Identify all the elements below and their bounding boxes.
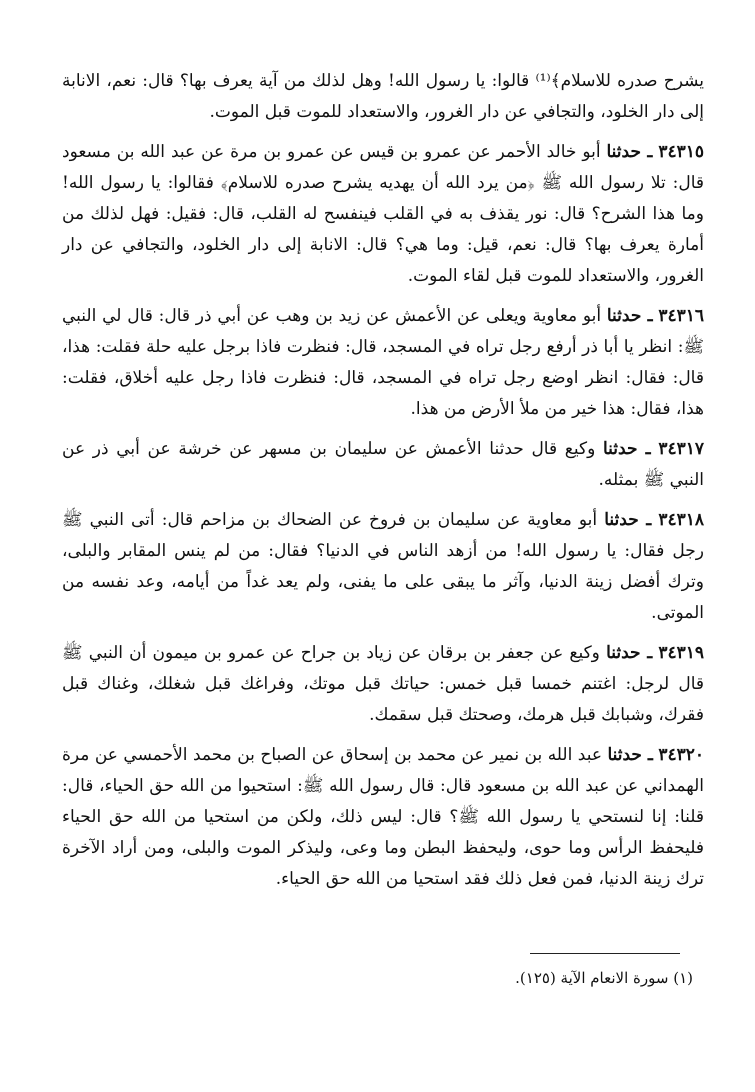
hadith-number: ٣٤٣٢٠ xyxy=(658,745,705,765)
hadith-number: ٣٤٣١٦ xyxy=(658,306,705,326)
hadith-text: أبو معاوية عن سليمان بن فروخ عن الضحاك بن مزاحم قال: أتى النبي ﷺ رجل فقال: يا رسول الله! من أزهد الناس في الدنيا؟ فقال: من لم ينس المقابر والبلى، وترك أفضل زينة الدنيا، وآثر ما يبقى على ما يفنى، ولم يعد غداً من أيامه، وعد نفسه من الموتى. xyxy=(62,510,704,623)
page-body xyxy=(62,66,704,904)
hadith-opening: ـ حدثنا xyxy=(607,745,653,765)
hadith-paragraph xyxy=(62,137,704,292)
hadith-paragraph xyxy=(62,301,704,425)
hadith-number: ٣٤٣١٧ xyxy=(658,439,705,459)
hadith-paragraph xyxy=(62,434,704,496)
footnote: (١) سورة الانعام الآية (١٢٥). xyxy=(515,969,693,987)
hadith-number: ٣٤٣١٨ xyxy=(658,510,705,530)
hadith-opening: ـ حدثنا xyxy=(606,306,653,326)
hadith-opening: ـ حدثنا xyxy=(606,643,653,663)
hadith-opening: ـ حدثنا xyxy=(604,510,652,530)
hadith-number: ٣٤٣١٩ xyxy=(658,643,704,663)
hadith-text: أبو خالد الأحمر عن عمرو بن قيس عن عمرو بن مرة عن عبد الله بن مسعود قال: تلا رسول الله ﷺ ﴿من يرد الله أن يهديه يشرح صدره للاسلام﴾ فقالوا: يا رسول الله! وما هذا الشرح؟ قال: نور يقذف به في القلب فينفسح له القلب، قال: فقيل: فهل لذلك من أمارة يعرف بها؟ قال: نعم، قيل: وما هي؟ قال: الانابة إلى دار الخلود، والتجافي عن دار الغرور، والاستعداد للموت قبل لقاء الموت. xyxy=(62,142,704,286)
hadith-paragraph xyxy=(62,505,704,629)
hadith-text: وكيع قال حدثنا الأعمش عن سليمان بن مسهر عن خرشة عن أبي ذر عن النبي ﷺ بمثله. xyxy=(62,439,704,490)
hadith-text: عبد الله بن نمير عن محمد بن إسحاق عن الصباح بن محمد الأحمسي عن مرة الهمداني عن عبد الله بن مسعود قال: قال رسول الله ﷺ: استحيوا من الله حق الحياء، قال: قلنا: إنا لنستحي يا رسول الله ﷺ؟ قال: ليس ذلك، ولكن من استحيا من الله حق الحياء فليحفظ الرأس وما حوى، وليحفظ البطن وما وعى، وليذكر الموت والبلى، ومن أراد الآخرة ترك زينة الدنيا، فمن فعل ذلك فقد استحيا من الله حق الحياء. xyxy=(62,745,704,889)
footnote-divider xyxy=(530,953,680,954)
hadith-number: ٣٤٣١٥ xyxy=(658,142,704,162)
hadith-text: وكيع عن جعفر بن برقان عن زياد بن جراح عن عمرو بن ميمون أن النبي ﷺ قال لرجل: اغتنم خمسا قبل خمس: حياتك قبل موتك، وفراغك قبل شغلك، وغناك قبل فقرك، وشبابك قبل هرمك، وصحتك قبل سقمك. xyxy=(62,643,704,725)
hadith-paragraph xyxy=(62,638,704,731)
hadith-opening: ـ حدثنا xyxy=(603,439,651,459)
hadith-paragraph xyxy=(62,740,704,895)
intro-paragraph: يشرح صدره للاسلام﴾⁽¹⁾ قالوا: يا رسول الله! وهل لذلك من آية يعرف بها؟ قال: نعم، الانابة إلى دار الخلود، والتجافي عن دار الغرور، والاستعداد للموت قبل الموت. xyxy=(62,71,704,122)
hadith-opening: ـ حدثنا xyxy=(606,142,653,162)
hadith-text: أبو معاوية ويعلى عن الأعمش عن زيد بن وهب عن أبي ذر قال: قال لي النبي ﷺ: انظر يا أبا ذر أرفع رجل تراه في المسجد، قال: فنظرت فاذا برجل عليه حلة فقلت: هذا، قال: فقال: انظر اوضع رجل تراه في المسجد، قال: فنظرت فاذا رجل عليه أخلاق، فقلت: هذا، فقال: هذا خير من ملأ الأرض من هذا. xyxy=(62,306,704,419)
